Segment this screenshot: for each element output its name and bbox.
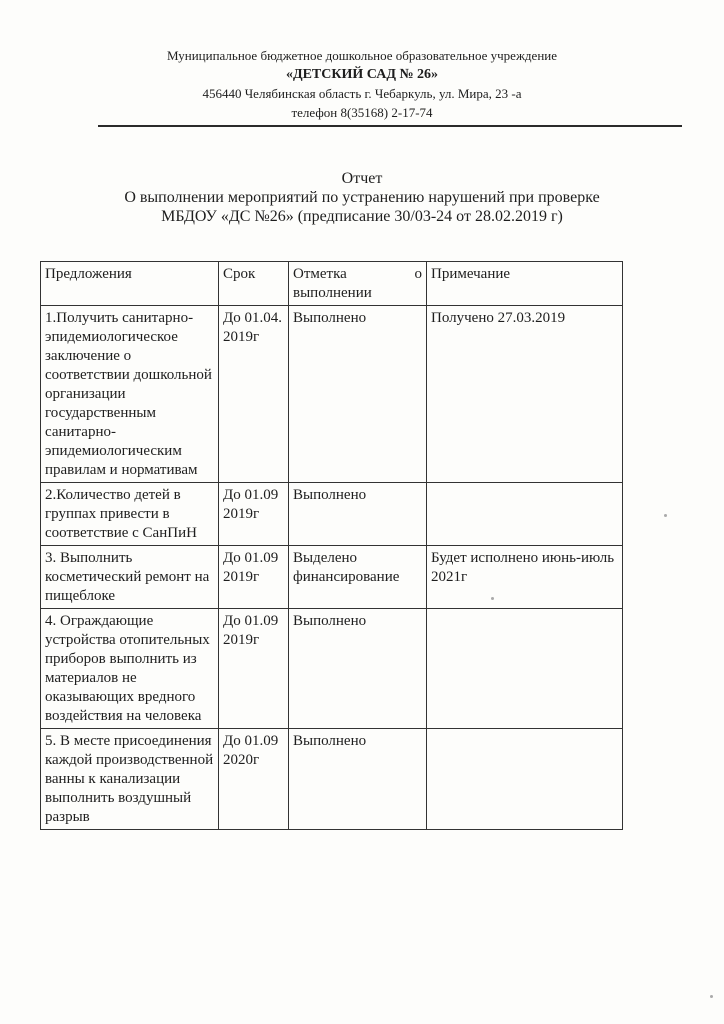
table-row bbox=[41, 306, 623, 483]
header-divider bbox=[98, 125, 682, 127]
table-header-row bbox=[41, 262, 623, 306]
title-line-3: МБДОУ «ДС №26» (предписание 30/03-24 от 28.02.2019 г) bbox=[161, 208, 563, 225]
header-proposals: Предложения bbox=[41, 262, 219, 306]
row-proposal: 2.Количество детей в группах привести в соответствие с СанПиН bbox=[41, 483, 219, 546]
row-deadline: До 01.09 2020г bbox=[219, 729, 289, 830]
report-table bbox=[40, 261, 623, 830]
row-proposal: 4. Ограждающие устройства отопительных приборов выполнить из материалов не оказывающих вредного воздействия на человека bbox=[41, 609, 219, 729]
org-name: «ДЕТСКИЙ САД № 26» bbox=[285, 67, 439, 82]
header-mark bbox=[289, 262, 427, 306]
table-row bbox=[41, 609, 623, 729]
row-status: Выполнено bbox=[289, 483, 427, 546]
row-note: Получено 27.03.2019 bbox=[427, 306, 623, 483]
table-row bbox=[41, 546, 623, 609]
row-status: Выделено финансирование bbox=[289, 546, 427, 609]
scan-speck bbox=[664, 514, 667, 517]
org-type: Муниципальное бюджетное дошкольное образовательное учреждение bbox=[167, 48, 557, 63]
header-note: Примечание bbox=[427, 262, 623, 306]
table-row bbox=[41, 729, 623, 830]
row-note bbox=[427, 483, 623, 546]
row-status: Выполнено bbox=[289, 729, 427, 830]
row-proposal: 3. Выполнить косметический ремонт на пищеблоке bbox=[41, 546, 219, 609]
row-deadline: До 01.04. 2019г bbox=[219, 306, 289, 483]
table-row bbox=[41, 483, 623, 546]
row-proposal: 5. В месте присоединения каждой производственной ванны к канализации выполнить воздушный разрыв bbox=[41, 729, 219, 830]
title-line-1: Отчет bbox=[341, 170, 383, 187]
row-status: Выполнено bbox=[289, 306, 427, 483]
row-note: Будет исполнено июнь-июль 2021г bbox=[427, 546, 623, 609]
report-title bbox=[0, 169, 724, 226]
row-status: Выполнено bbox=[289, 609, 427, 729]
org-address: 456440 Челябинская область г. Чебаркуль, ул. Мира, 23 -а bbox=[202, 86, 522, 101]
header-mark-word3: выполнении bbox=[293, 285, 372, 301]
header-mark-word1: Отметка bbox=[293, 266, 347, 282]
row-deadline: До 01.09 2019г bbox=[219, 609, 289, 729]
scan-speck bbox=[491, 597, 494, 600]
row-note bbox=[427, 729, 623, 830]
row-deadline: До 01.09 2019г bbox=[219, 546, 289, 609]
header-deadline: Срок bbox=[219, 262, 289, 306]
title-line-2: О выполнении мероприятий по устранению нарушений при проверке bbox=[124, 189, 600, 206]
letterhead bbox=[0, 46, 724, 122]
row-note bbox=[427, 609, 623, 729]
org-phone: телефон 8(35168) 2-17-74 bbox=[291, 105, 433, 120]
header-mark-word2: о bbox=[414, 266, 422, 282]
scan-speck bbox=[710, 995, 713, 998]
row-proposal: 1.Получить санитарно-эпидемиологическое заключение о соответствии дошкольной организации государственным санитарно-эпидемиологическим правилам и нормативам bbox=[41, 306, 219, 483]
row-deadline: До 01.09 2019г bbox=[219, 483, 289, 546]
